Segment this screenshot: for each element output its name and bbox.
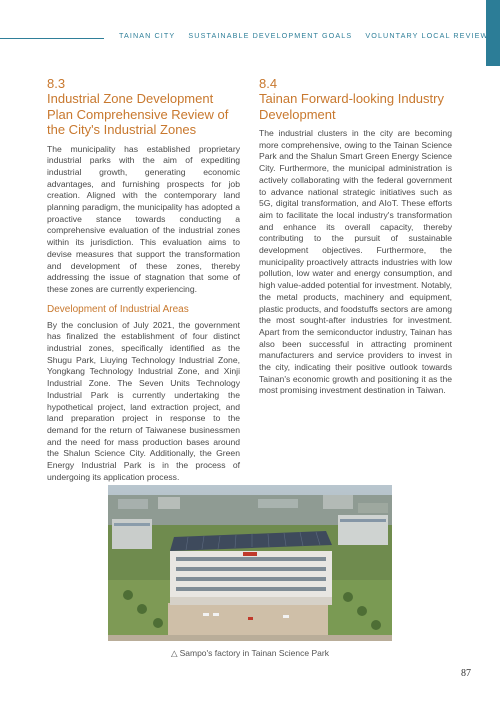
header-item-vlr: VOLUNTARY LOCAL REVIEW	[365, 31, 489, 40]
section-number: 8.3	[47, 76, 66, 91]
header-item-sdg: SUSTAINABLE DEVELOPMENT GOALS	[188, 31, 353, 40]
caption-text: Sampo's factory in Tainan Science Park	[179, 648, 329, 658]
factory-photo	[108, 485, 392, 641]
page-number: 87	[461, 668, 471, 679]
header-item-city: TAINAN CITY	[119, 31, 176, 40]
subheading: Development of Industrial Areas	[47, 303, 189, 315]
section-title: Tainan Forward-looking Industry Development	[259, 91, 444, 122]
body-paragraph: The municipality has established proprietary industrial parks with the aim of expediting industrial growth, generating economic advantages, and furnishing prospects for job creation. Aligned with the contemporary land planning paradigm, the municipality has adopted a proactive stance towards conducting a comprehensive evaluation of the industrial zones within its jurisdiction. This evaluation aims to devise measures that support the transformation and development of these zones, thereby addressing the issue of stagnation that some of these zones are currently experiencing.	[47, 143, 240, 294]
factory-aerial-illustration	[108, 485, 392, 641]
right-column	[259, 76, 452, 397]
triangle-icon: △	[171, 648, 178, 658]
running-header	[119, 31, 498, 40]
body-paragraph: By the conclusion of July 2021, the government has finalized the establishment of four distinct industrial zones, specifically identified as the Shugu Park, Liuying Technology Industrial Zone, Yongkang Technology Industrial Zone, and Xinji Industrial Zone. The Seven Units Technology Industrial Park is currently undertaking the hypothetical project, land extraction project, and land preparation project in response to the demand for the return of Taiwanese businessmen and the need for mass production bases around the Shalun Science City. Additionally, the Green Energy Industrial Park is in the process of undergoing its application process.	[47, 319, 240, 482]
section-number: 8.4	[259, 76, 278, 91]
left-column	[47, 76, 240, 483]
photo-caption	[0, 648, 500, 659]
section-title: Industrial Zone Development Plan Comprehensive Review of the City's Industrial Zones	[47, 91, 229, 137]
body-paragraph: The industrial clusters in the city are becoming more comprehensive, owing to the Tainan Science Park and the Shalun Smart Green Energy Science City. Furthermore, the municipal administration is actively collaborating with the federal government to advance national strategic initiatives such as 5G, digital transformation, and AIoT. These efforts aim to facilitate the local industry's transformation and enhance its overall capacity, thereby contributing to the pursuit of sustainable development objectives. Furthermore, the municipality proactively attracts industries with low pollution, low water and energy consumption, and high value-added potential for investment. Notably, the metal products, machinery and equipment, plastic products, and foodstuffs sectors are among the most sought-after industries for investment. Apart from the semiconductor industry, Tainan has also been successful in attracting prominent manufacturers and service providers to invest in the city, indicating their positive outlook towards Tainan's economic growth and positioning it as the most promising investment destination in Taiwan.	[259, 128, 452, 396]
header-rule	[0, 38, 104, 39]
